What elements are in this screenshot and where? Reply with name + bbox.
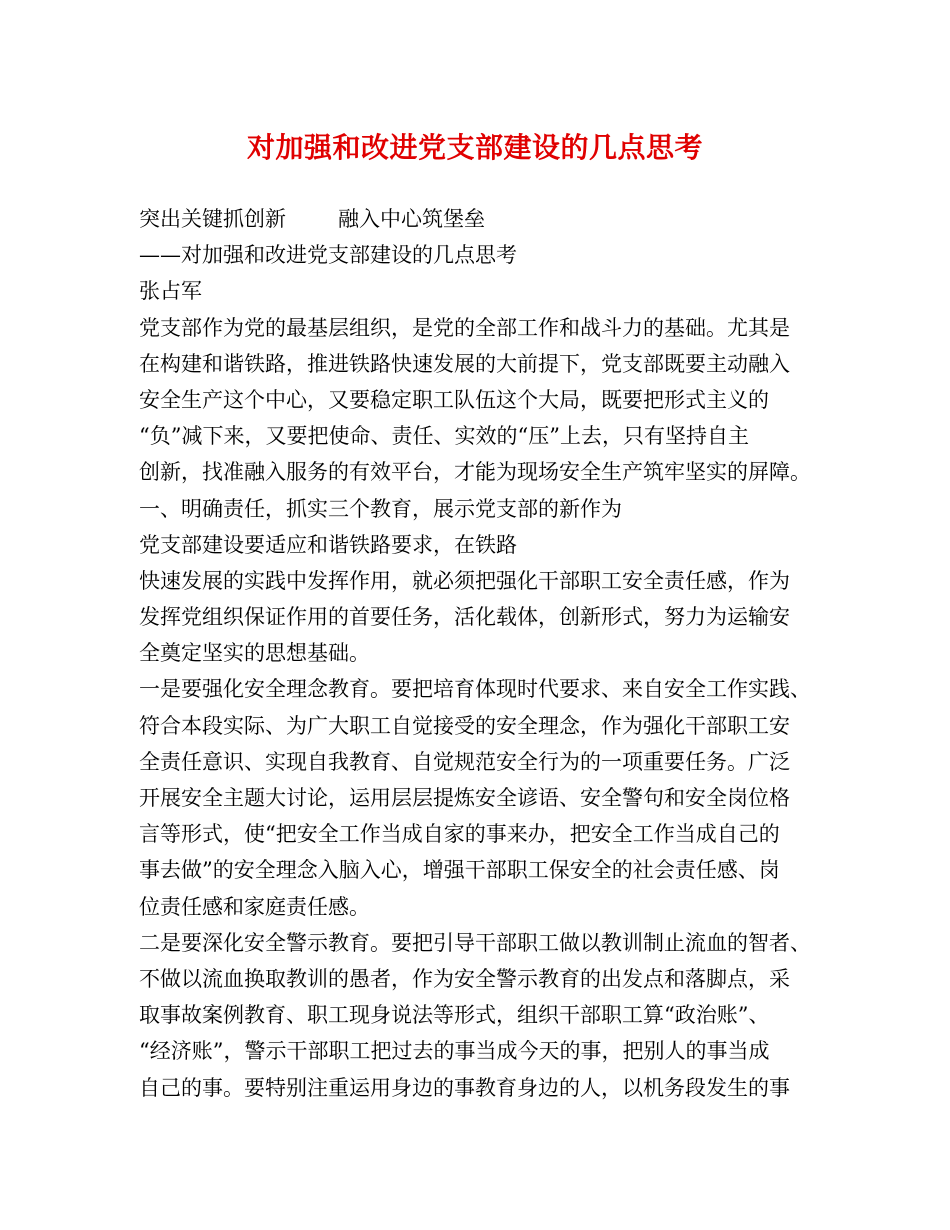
body-line: “负”减下来，又要把使命、责任、实效的“压”上去，只有坚持自主 — [139, 424, 749, 449]
subtitle-left: 突出关键抓创新 — [139, 207, 286, 231]
body-line: 一、明确责任，抓实三个教育，展示党支部的新作为 — [139, 496, 622, 521]
body-line: 符合本段实际、为广大职工自觉接受的安全理念，作为强化干部职工安 — [139, 713, 790, 738]
body-line: 言等形式，使“把安全工作当成自家的事来办，把安全工作当成自己的 — [139, 822, 780, 847]
body-line: 快速发展的实践中发挥作用，就必须把强化干部职工安全责任感，作为 — [139, 568, 790, 593]
subheading: ——对加强和改进党支部建设的几点思考 — [139, 243, 517, 268]
document-title: 对加强和改进党支部建设的几点思考 — [246, 131, 703, 164]
subtitle-line — [139, 201, 829, 237]
document-body — [139, 201, 829, 1106]
body-line: 一是要强化安全理念教育。要把培育体现时代要求、来自安全工作实践、 — [139, 677, 811, 702]
body-line: 自己的事。要特别注重运用身边的事教育身边的人，以机务段发生的事 — [139, 1075, 790, 1100]
body-line: 在构建和谐铁路，推进铁路快速发展的大前提下，党支部既要主动融入 — [139, 351, 790, 376]
body-line: 创新，找准融入服务的有效平台，才能为现场安全生产筑牢坚实的屏障。 — [139, 460, 811, 485]
body-line: 全奠定坚实的思想基础。 — [139, 641, 370, 666]
subtitle-right: 融入中心筑堡垒 — [338, 207, 485, 231]
body-line: 党支部作为党的最基层组织，是党的全部工作和战斗力的基础。尤其是 — [139, 315, 790, 340]
body-line: 二是要深化安全警示教育。要把引导干部职工做以教训制止流血的智者、 — [139, 930, 811, 955]
body-line: 事去做”的安全理念入脑入心，增强干部职工保安全的社会责任感、岗 — [139, 858, 780, 883]
body-line: 开展安全主题大讨论，运用层层提炼安全谚语、安全警句和安全岗位格 — [139, 786, 790, 810]
body-line: 取事故案例教育、职工现身说法等形式，组织干部职工算“政治账”、 — [139, 1003, 770, 1028]
body-line: 全责任意识、实现自我教育、自觉规范安全行为的一项重要任务。广泛 — [139, 749, 790, 774]
body-line: 发挥党组织保证作用的首要任务，活化载体，创新形式，努力为运输安 — [139, 605, 790, 630]
body-line: 不做以流血换取教训的愚者，作为安全警示教育的出发点和落脚点，采 — [139, 966, 790, 991]
body-line: “经济账”，警示干部职工把过去的事当成今天的事，把别人的事当成 — [139, 1039, 770, 1064]
author: 张占军 — [139, 279, 202, 304]
body-lines — [139, 310, 829, 1106]
body-line: 位责任感和家庭责任感。 — [139, 894, 370, 919]
body-line: 安全生产这个中心，又要稳定职工队伍这个大局，既要把形式主义的 — [139, 387, 769, 412]
body-line: 党支部建设要适应和谐铁路要求，在铁路 — [139, 532, 517, 557]
